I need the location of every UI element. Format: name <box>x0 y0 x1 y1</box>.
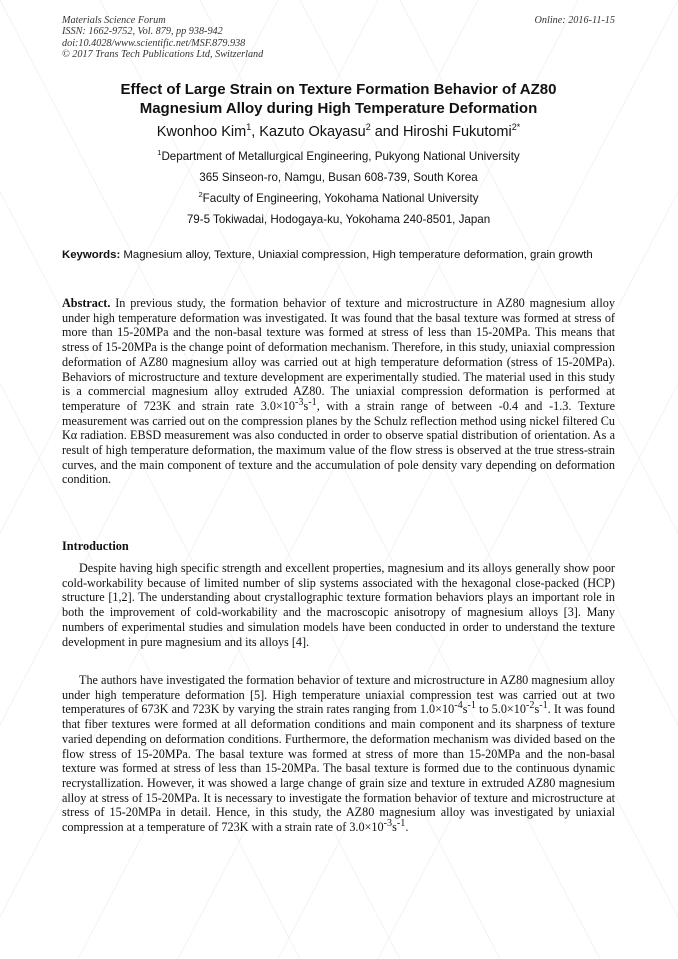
affiliation-2-dept-text: Faculty of Engineering, Yokohama National University <box>202 192 479 205</box>
author-separator-2: and <box>370 124 403 140</box>
intro-p2-exp-3: -2 <box>525 700 535 712</box>
online-date <box>535 15 615 26</box>
section-heading-introduction: Introduction <box>62 539 129 553</box>
journal-issn: ISSN: 1662-9752, Vol. 879, pp 938-942 <box>62 26 223 38</box>
author-1-affil-mark: 1 <box>246 122 252 133</box>
intro-paragraph-2 <box>62 673 615 835</box>
abstract-text-3: , with a strain range of between -0.4 and -1.3. Texture measurement was carried out on the compression planes by the Schulz reflection method using nickel filtered Cu Kα radiation. EBSD measurement was also conducted in order to observe spatial distribution of orientation. As a result of high temperature deformation, the maximum value of the flow stress is observed at the true stress-strain curves, and the main component of texture and the accumulation of pole density vary depending on deformation condition. <box>62 398 615 487</box>
author-2-affil-mark: 2 <box>365 122 371 133</box>
intro-paragraph-1: Despite having high specific strength and excellent properties, magnesium and its alloys generally show poor cold-workability because of limited number of slip systems associated with the hexagonal close-packed (HCP) structure [1,2]. The understanding about crystallographic texture formation behaviors plays an important role in both the improvement of cold-workability and the macroscopic anisotropy of magnesium alloys [3]. Many numbers of experimental studies and simulation models have been conducted in order to understand the texture development in pure magnesium and its alloys [4]. <box>62 561 615 649</box>
keywords-text: Magnesium alloy, Texture, Uniaxial compression, High temperature deformation, grain growth <box>120 249 593 261</box>
journal-copyright: © 2017 Trans Tech Publications Ltd, Switzerland <box>62 49 264 61</box>
title-line-2: Magnesium Alloy during High Temperature Deformation <box>139 100 538 117</box>
intro-p2-text-g: . <box>405 820 409 835</box>
author-3: Hiroshi Fukutomi <box>402 124 512 140</box>
affiliation-1-address: 365 Sinseon-ro, Namgu, Busan 608-739, South Korea <box>199 171 478 184</box>
author-2: Kazuto Okayasu <box>259 124 366 140</box>
intro-p2-text-f: s <box>392 820 397 835</box>
affiliation-1-dept <box>62 150 615 164</box>
affiliation-1-mark: 1 <box>157 148 162 158</box>
keywords-label: Keywords: <box>62 249 121 261</box>
title-line-1: Effect of Large Strain on Texture Formation Behavior of AZ80 <box>120 81 557 98</box>
author-3-affil-mark: 2* <box>511 122 521 133</box>
author-separator-1: , <box>251 124 260 140</box>
journal-header <box>62 15 263 61</box>
author-list <box>62 122 615 142</box>
intro-p2-text-e: . It was found that fiber textures were formed at all deformation conditions and main component and its sharpness of texture varied depending on deformation conditions. Furthermore, the deformation mechanism was divided based on the flow stress of 15-20MPa. The basal texture was formed at stress of more than 15-20MPa and the non-basal texture was formed at stress of less than 15-20MPa. The basal texture is formed due to the continuous dynamic recrystallization. However, it was showed a large change of grain size and texture in extruded AZ80 magnesium alloy at stress of 15-20MPa. It is necessary to investigate the formation behavior of texture and microstructure at stress of 15-20MPa in detail. Hence, in this study, the AZ80 magnesium alloy was investigated by uniaxial compression at a temperature of 723K with a strain rate of 3.0×10 <box>62 702 615 835</box>
affiliation-1-dept-text: Department of Metallurgical Engineering, Pukyong National University <box>161 150 520 163</box>
intro-p2-text-b: s <box>462 702 468 717</box>
abstract-exponent-2: -1 <box>308 396 317 408</box>
abstract-label: Abstract. <box>62 296 111 310</box>
affiliation-2-mark: 2 <box>198 190 203 200</box>
intro-p2-text-a: The authors have investigated the formation behavior of texture and microstructure in AZ80 magnesium alloy under high temperature deformation [5]. High temperature uniaxial compression test was carried out at two temperatures of 673K and 723K by varying the strain rates ranging from 1.0×10 <box>62 673 615 717</box>
affiliation-2-address: 79-5 Tokiwadai, Hodogaya-ku, Yokohama 240-8501, Japan <box>186 213 491 226</box>
intro-p2-exp-2: -1 <box>467 700 476 712</box>
author-1: Kwonhoo Kim <box>156 124 247 140</box>
intro-p2-text-d: s <box>534 702 540 717</box>
abstract-text-2: s <box>303 398 309 413</box>
abstract-text-1: In previous study, the formation behavior of texture and microstructure in AZ80 magnesium alloy under high temperature deformation was investigated. It was found that the basal texture was formed at stress of more than 15-20MPa and the non-basal texture was formed at stress of less than 15-20MPa. This means that stress of 15-20MPa is the change point of deformation mechanism. Therefore, in this study, uniaxial compression deformation of AZ80 magnesium alloy was carried out at high temperature deformation (stress of 15-20MPa). Behaviors of microstructure and texture development are experimentally studied. The material used in this study is a commercial magnesium alloy extruded AZ80. The uniaxial compression deformation is performed at temperature of 723K and strain rate 3.0×10 <box>62 296 615 413</box>
intro-p2-exp-1: -4 <box>454 700 463 712</box>
abstract-exponent-1: -3 <box>295 396 304 408</box>
paper-title <box>62 80 615 118</box>
journal-doi: doi:10.4028/www.scientific.net/MSF.879.938 <box>62 37 246 49</box>
journal-name: Materials Science Forum <box>62 15 166 26</box>
intro-p2-exp-6: -1 <box>396 817 406 829</box>
intro-p2-exp-4: -1 <box>539 700 548 712</box>
online-date-text: Online: 2016-11-15 <box>534 15 615 26</box>
affiliation-2-dept <box>62 192 615 206</box>
intro-p2-text-c: to 5.0×10 <box>475 702 526 717</box>
abstract <box>62 296 615 487</box>
keywords <box>62 248 615 262</box>
intro-p2-exp-5: -3 <box>383 817 393 829</box>
